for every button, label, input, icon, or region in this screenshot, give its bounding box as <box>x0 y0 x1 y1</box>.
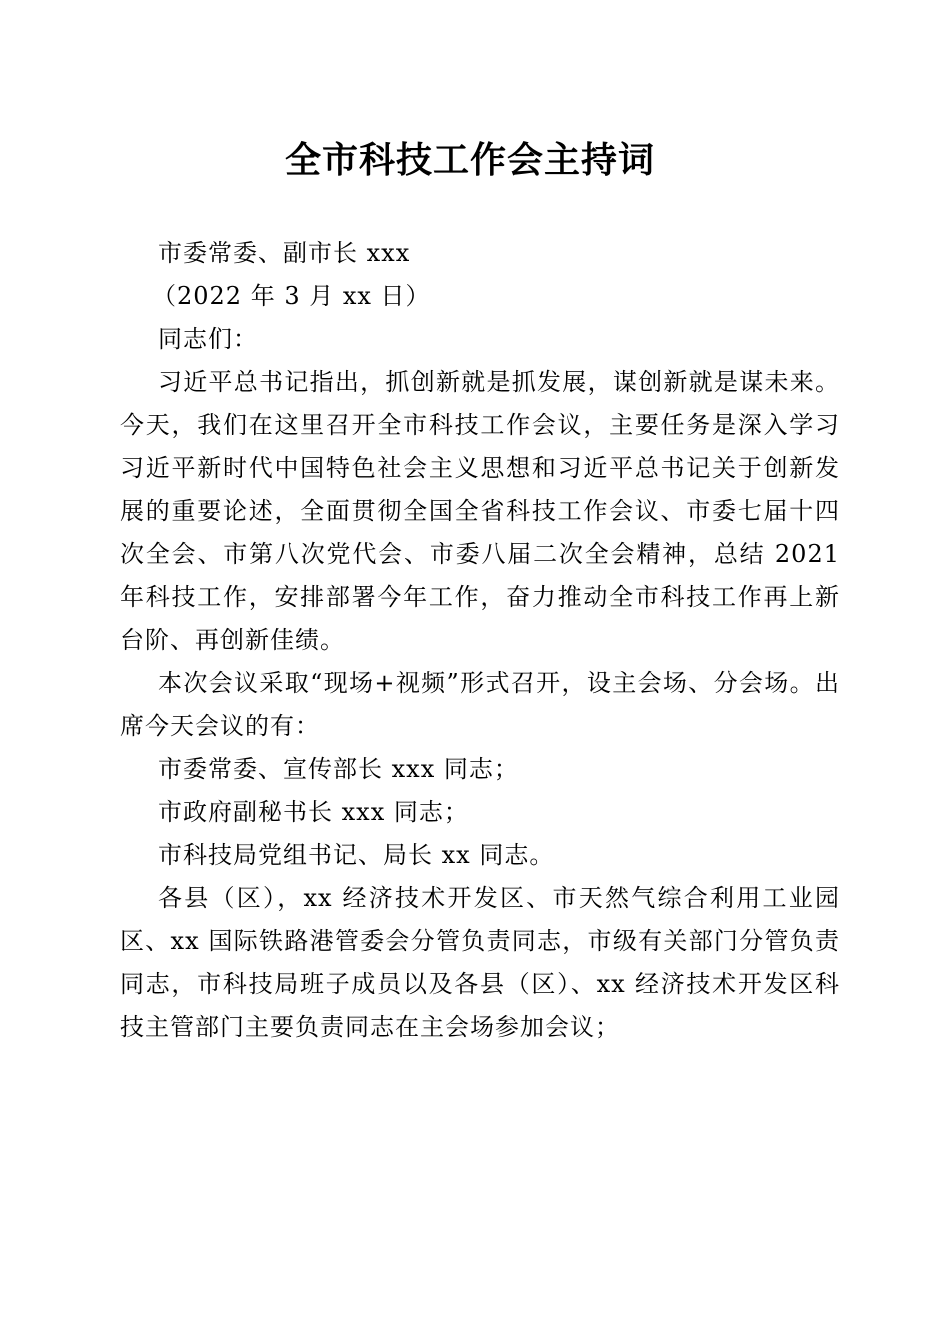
salutation: 同志们： <box>158 325 258 353</box>
date-line: （2022 年 3 月 xx 日） <box>152 282 431 310</box>
paragraph-participants: 各县（区），xx 经济技术开发区、市天然气综合利用工业园区、xx 国际铁路港管委会分管负责同志，市级有关部门分管负责同志，市科技局班子成员以及各县（区）、xx 经济技术开发区科技主管部门主要负责同志在主会场参加会议； <box>120 884 840 1041</box>
attendee-line: 市委常委、宣传部长 xxx 同志； <box>158 755 519 783</box>
paragraph-intro: 习近平总书记指出，抓创新就是抓发展，谋创新就是谋未来。今天，我们在这里召开全市科技工作会议，主要任务是深入学习习近平新时代中国特色社会主义思想和习近平总书记关于创新发展的重要论述，全面贯彻全国全省科技工作会议、市委七届十四次全会、市第八次党代会、市委八届二次全会精神，总结 2021 年科技工作，安排部署今年工作，奋力推动全市科技工作再上新台阶、再创新佳绩。 <box>120 368 840 654</box>
document-title: 全市科技工作会主持词 <box>284 139 655 181</box>
document-body <box>120 232 840 1049</box>
author-line: 市委常委、副市长 xxx <box>158 239 411 267</box>
attendee-line: 市科技局党组书记、局长 xx 同志。 <box>158 841 555 869</box>
paragraph-format: 本次会议采取“现场+视频”形式召开，设主会场、分会场。出席今天会议的有： <box>120 669 840 740</box>
attendee-line: 市政府副秘书长 xxx 同志； <box>158 798 469 826</box>
